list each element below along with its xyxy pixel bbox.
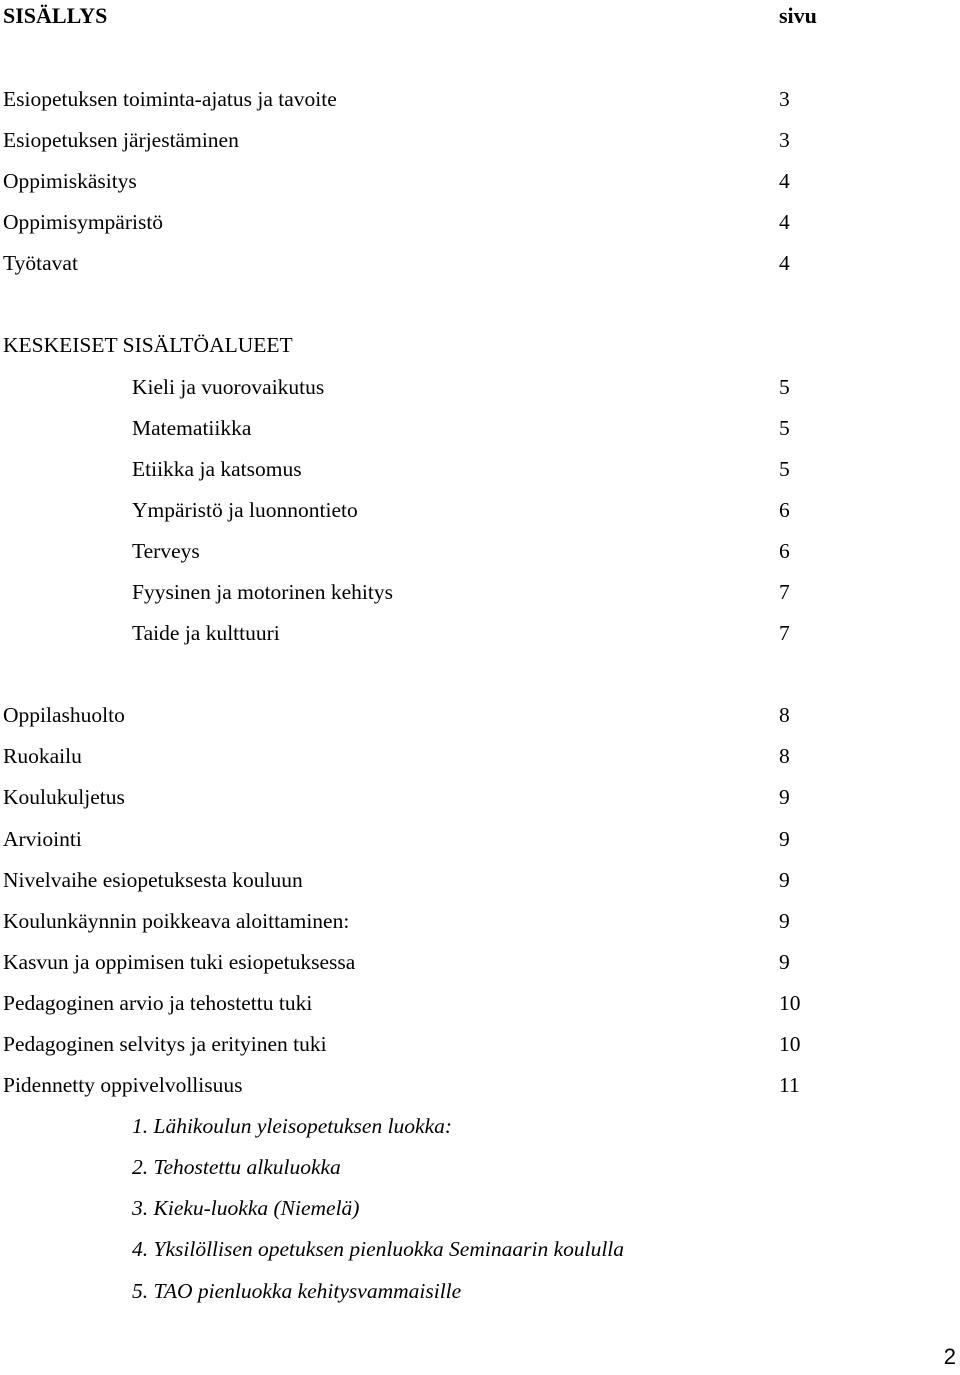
- toc-entry[interactable]: [0, 1029, 960, 1070]
- toc-entry-page: 9: [779, 826, 790, 851]
- toc-entry[interactable]: [0, 166, 960, 207]
- toc-entry-title: Nivelvaihe esiopetuksesta kouluun: [3, 867, 303, 892]
- toc-entry-title: KESKEISET SISÄLTÖALUEET: [3, 333, 293, 358]
- toc-entry[interactable]: [0, 248, 960, 289]
- toc-entry[interactable]: [0, 84, 960, 125]
- toc-entry-title: 3. Kieku-luokka (Niemelä): [132, 1196, 360, 1221]
- toc-subentry[interactable]: [0, 495, 960, 536]
- page-column-label: sivu: [779, 3, 817, 28]
- toc-entry-page: 11: [779, 1073, 800, 1098]
- toc-entry-title: 2. Tehostettu alkuluokka: [132, 1155, 341, 1180]
- toc-subentry[interactable]: [0, 1276, 960, 1317]
- toc-entry-title: Esiopetuksen järjestäminen: [3, 128, 239, 153]
- toc-subentry[interactable]: [0, 1193, 960, 1234]
- toc-entry-page: 8: [779, 744, 790, 769]
- toc-entry-title: 4. Yksilöllisen opetuksen pienluokka Seminaarin koululla: [132, 1237, 625, 1262]
- toc-entry-page: 9: [779, 949, 790, 974]
- toc-entry-page: 3: [779, 128, 790, 153]
- toc-entry[interactable]: [0, 207, 960, 248]
- section-gap: [0, 289, 960, 330]
- toc-entry[interactable]: [0, 741, 960, 782]
- toc-entry-title: Ympäristö ja luonnontieto: [132, 497, 358, 522]
- toc-subentry[interactable]: [0, 372, 960, 413]
- toc-entry-page: 3: [779, 87, 790, 111]
- toc-entry-page: 5: [779, 374, 790, 399]
- toc-entry-title: Esiopetuksen toiminta-ajatus ja tavoite: [3, 87, 337, 111]
- toc-entry-page: 6: [779, 538, 790, 563]
- toc-entry-page: 7: [779, 580, 790, 605]
- toc-entry[interactable]: [0, 824, 960, 865]
- toc-entry-title: Kieli ja vuorovaikutus: [132, 374, 325, 399]
- toc-entry-title: Ruokailu: [3, 744, 82, 769]
- toc-entry[interactable]: [0, 700, 960, 741]
- toc-entry-page: 5: [779, 456, 790, 481]
- toc-entry-title: Taide ja kulttuuri: [132, 621, 280, 646]
- toc-entry-title: Työtavat: [3, 251, 78, 276]
- toc-subentry[interactable]: [0, 1111, 960, 1152]
- toc-entry-page: 4: [779, 251, 790, 276]
- toc-entry-page: 10: [779, 1031, 801, 1056]
- toc-entry-title: Oppilashuolto: [3, 703, 125, 728]
- toc-entry-title: Etiikka ja katsomus: [132, 456, 302, 481]
- toc-entry-page: 5: [779, 415, 790, 440]
- toc-entry-page: 7: [779, 621, 790, 646]
- toc-entry-title: Fyysinen ja motorinen kehitys: [132, 580, 393, 605]
- toc-entry-title: Oppimiskäsitys: [3, 169, 137, 194]
- toc-entry[interactable]: [0, 782, 960, 823]
- toc-entry-page: 4: [779, 169, 790, 194]
- toc-entry-page: 4: [779, 210, 790, 235]
- toc-entry-title: Terveys: [132, 538, 200, 563]
- toc-entry-title: 5. TAO pienluokka kehitysvammaisille: [132, 1278, 462, 1303]
- toc-entry-page: 8: [779, 703, 790, 728]
- toc-entry[interactable]: [0, 947, 960, 988]
- toc-entry-page: 9: [779, 867, 790, 892]
- toc-entry[interactable]: [0, 988, 960, 1029]
- section-gap: [0, 659, 960, 700]
- toc-subentry[interactable]: [0, 618, 960, 659]
- toc-subentry[interactable]: [0, 454, 960, 495]
- toc-entry-title: Matematiikka: [132, 415, 252, 440]
- toc-entry[interactable]: [0, 330, 960, 371]
- toc-entry-page: 9: [779, 908, 790, 933]
- toc-entry-title: Arviointi: [3, 826, 82, 851]
- toc-entry[interactable]: [0, 125, 960, 166]
- page-number: 2: [943, 1344, 956, 1369]
- toc-subentry[interactable]: [0, 1234, 960, 1275]
- toc-entry[interactable]: [0, 1070, 960, 1111]
- toc-title: SISÄLLYS: [3, 3, 108, 28]
- toc-subentry[interactable]: [0, 536, 960, 577]
- toc-entry-title: Kasvun ja oppimisen tuki esiopetuksessa: [3, 949, 356, 974]
- toc-entry-page: 10: [779, 990, 801, 1015]
- toc-entry-title: Koulukuljetus: [3, 785, 125, 810]
- toc-subentry[interactable]: [0, 577, 960, 618]
- toc-entry-page: 9: [779, 785, 790, 810]
- toc-entry-title: 1. Lähikoulun yleisopetuksen luokka:: [132, 1114, 453, 1139]
- toc-entry-title: Pidennetty oppivelvollisuus: [3, 1073, 243, 1098]
- toc-entry-title: Pedagoginen selvitys ja erityinen tuki: [3, 1031, 327, 1056]
- toc-entry[interactable]: [0, 865, 960, 906]
- table-of-contents: [0, 84, 960, 1317]
- toc-subentry[interactable]: [0, 1152, 960, 1193]
- toc-subentry[interactable]: [0, 413, 960, 454]
- toc-entry[interactable]: [0, 906, 960, 947]
- toc-entry-page: 6: [779, 497, 790, 522]
- toc-entry-title: Pedagoginen arvio ja tehostettu tuki: [3, 990, 313, 1015]
- toc-entry-title: Koulunkäynnin poikkeava aloittaminen:: [3, 908, 350, 933]
- toc-entry-title: Oppimisympäristö: [3, 210, 164, 235]
